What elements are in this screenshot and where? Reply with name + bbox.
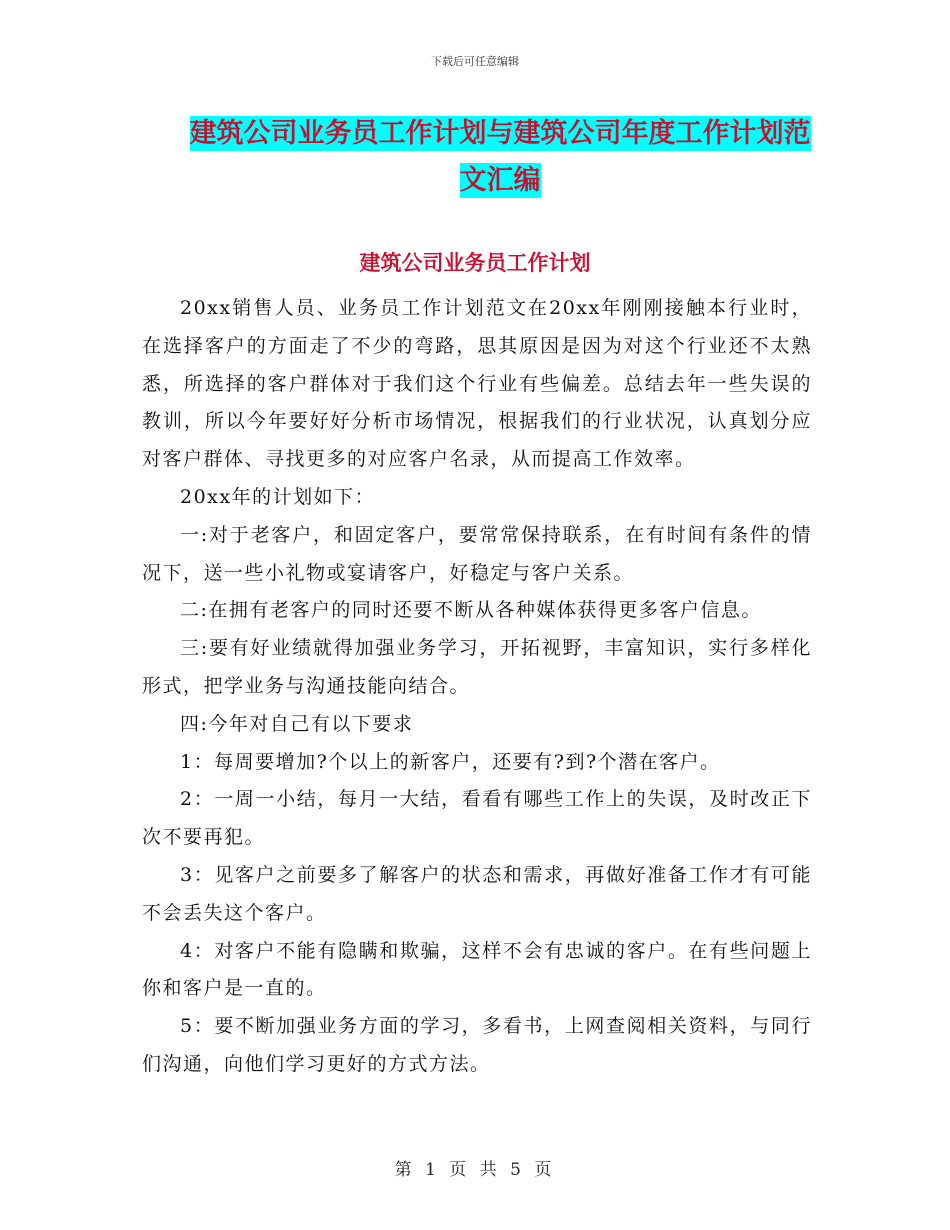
paragraph: 4：对客户不能有隐瞒和欺骗，这样不会有忠诚的客户。在有些问题上你和客户是一直的。 [142,939,812,1000]
document-body [142,290,812,1084]
paragraph: 20xx年的计划如下： [180,485,376,508]
paragraph: 2：一周一小结，每月一大结，看看有哪些工作上的失误，及时改正下次不要再犯。 [142,788,812,849]
paragraph: 5：要不断加强业务方面的学习，多看书，上网查阅相关资料，与同行们沟通，向他们学习更好的方式方法。 [142,1015,812,1075]
document-title-line-2: 文汇编 [459,165,541,196]
paragraph: 三:要有好业绩就得加强业务学习，开拓视野，丰富知识，实行多样化形式，把学业务与沟通技能向结合。 [142,637,812,697]
document-title [140,110,860,204]
page-number-footer: 第 1 页 共 5 页 [394,1160,556,1180]
paragraph: 四:今年对自己有以下要求 [180,712,414,735]
paragraph: 1：每周要增加?个以上的新客户，还要有?到?个潜在客户。 [180,750,721,773]
paragraph: 3：见客户之前要多了解客户的状态和需求，再做好准备工作才有可能不会丢失这个客户。 [142,863,812,924]
document-title-line-1: 建筑公司业务员工作计划与建筑公司年度工作计划范 [189,118,811,149]
paragraph: 二:在拥有老客户的同时还要不断从各种媒体获得更多客户信息。 [180,599,762,622]
header-note: 下载后可任意编辑 [431,55,519,68]
paragraph: 20xx销售人员、业务员工作计划范文在20xx年刚刚接触本行业时，在选择客户的方面走了不少的弯路，思其原因是因为对这个行业还不太熟悉，所选择的客户群体对于我们这个行业有些偏差。总结去年一些失误的教训，所以今年要好好分析市场情况，根据我们的行业状况，认真划分应对客户群体、寻找更多的对应客户名录，从而提高工作效率。 [142,297,812,471]
section-title: 建筑公司业务员工作计划 [359,251,591,275]
paragraph: 一:对于老客户，和固定客户，要常常保持联系，在有时间有条件的情况下，送一些小礼物或宴请客户，好稳定与客户关系。 [142,523,812,584]
